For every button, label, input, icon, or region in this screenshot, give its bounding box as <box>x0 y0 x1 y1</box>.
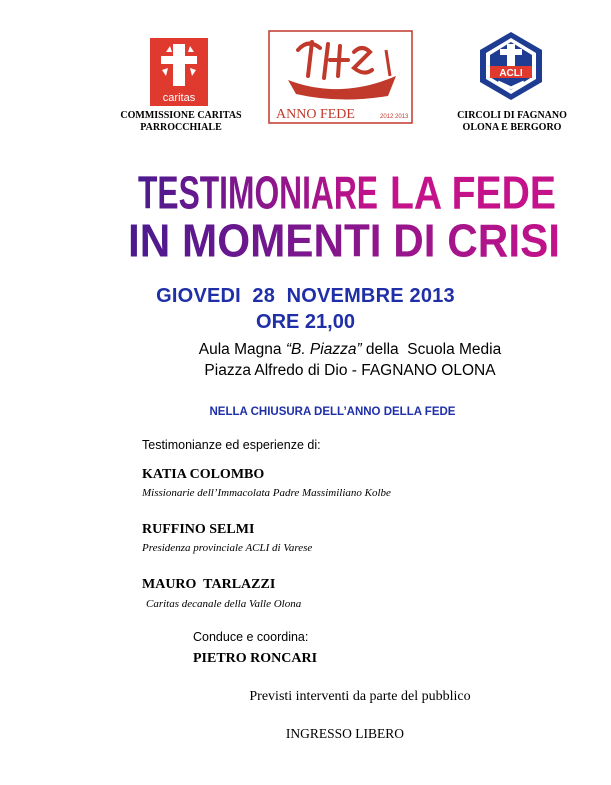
title-line1-a: TESTIMONIARE <box>138 167 378 219</box>
venue-suffix: della Scuola Media <box>361 341 502 358</box>
acli-caption <box>440 110 584 134</box>
speakers-intro: Testimonianze ed esperienze di: <box>142 438 321 452</box>
title-line1-b: LA FEDE <box>390 167 556 219</box>
event-title <box>100 160 580 270</box>
public-note: Previsti interventi da parte del pubblico <box>249 689 471 704</box>
caritas-caption-line1: COMMISSIONE CARITAS <box>120 110 242 121</box>
speaker-1-role: Missionarie dell’Immacolata Padre Massimiliano Kolbe <box>142 487 391 499</box>
title-line2: IN MOMENTI DI CRISI <box>128 216 560 268</box>
caritas-caption <box>108 110 254 134</box>
closing-note: NELLA CHIUSURA DELL’ANNO DELLA FEDE <box>209 406 456 418</box>
event-venue <box>0 341 611 359</box>
acli-caption-line1: CIRCOLI DI FAGNANO <box>457 110 567 121</box>
anno-fede-text: ANNO FEDE <box>276 107 355 122</box>
acli-logo <box>476 30 546 102</box>
speaker-1-name: KATIA COLOMBO <box>142 467 265 482</box>
moderator-name: PIETRO RONCARI <box>193 651 318 666</box>
speaker-3-name: MAURO TARLAZZI <box>142 577 276 592</box>
anno-fede-logo <box>268 30 413 124</box>
speaker-2-role: Presidenza provinciale ACLI di Varese <box>142 542 313 554</box>
anno-fede-years: 2012 2013 <box>380 114 409 120</box>
entry-note: INGRESSO LIBERO <box>285 726 405 741</box>
event-time: ORE 21,00 <box>256 311 355 333</box>
caritas-caption-line2: PARROCCHIALE <box>140 122 222 133</box>
speaker-2-name: RUFFINO SELMI <box>142 522 255 537</box>
venue-prefix: Aula Magna <box>198 341 286 358</box>
acli-caption-line2: OLONA E BERGORO <box>462 122 562 133</box>
event-address: Piazza Alfredo di Dio - FAGNANO OLONA <box>204 362 496 379</box>
venue-name: “B. Piazza” <box>285 341 362 358</box>
event-date: GIOVEDI 28 NOVEMBRE 2013 <box>156 285 455 307</box>
speaker-3-role: Caritas decanale della Valle Olona <box>146 598 302 610</box>
caritas-logo <box>150 38 208 106</box>
acli-logo-text: ACLI <box>499 68 523 79</box>
caritas-logo-text: caritas <box>162 92 196 104</box>
moderator-label: Conduce e coordina: <box>193 630 309 644</box>
